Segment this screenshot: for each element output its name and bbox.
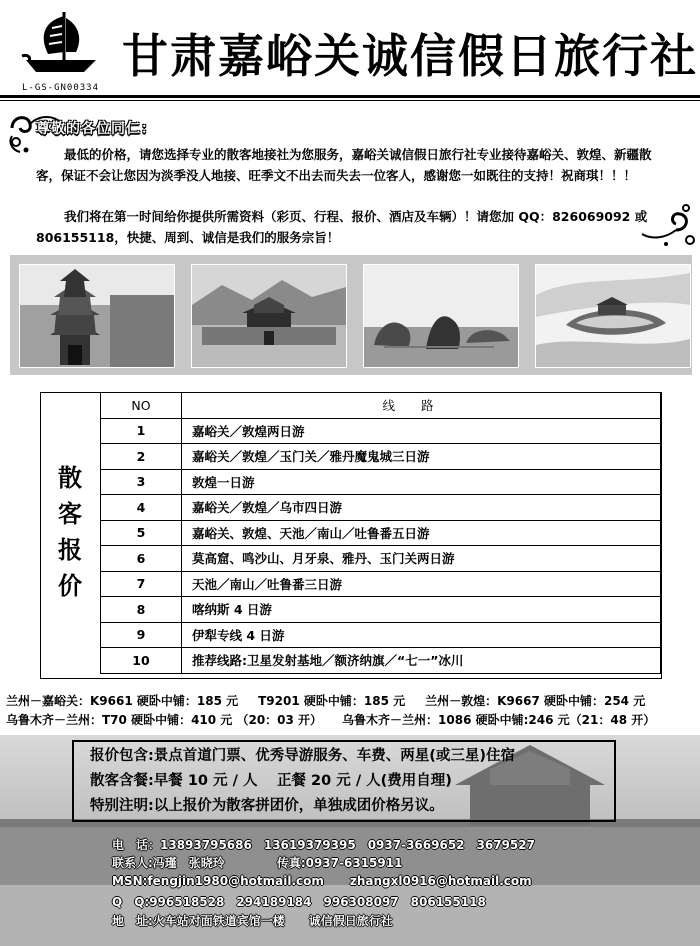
routes-table [100, 392, 661, 674]
column-header-route: 线路 [182, 393, 661, 419]
header-divider [0, 95, 700, 98]
route-no: 1 [101, 418, 182, 444]
side-title-char: 客 [58, 500, 82, 528]
table-row [101, 546, 661, 572]
photo-yardang-landforms [363, 264, 519, 368]
table-row [101, 418, 661, 444]
route-no: 4 [101, 495, 182, 521]
intro-paragraph-1: 最低的价格，请您选择专业的散客地接社为您服务，嘉峪关诚信假日旅行社专业接待嘉峪关、敦煌、新疆散客，保证不会让您因为淡季没人地接、旺季文不出去而失去一位客人，感谢您一如既往的支持！祝商琪！！！ [36, 147, 652, 183]
route-no: 8 [101, 597, 182, 623]
company-name: 甘肃嘉峪关诚信假日旅行社 [122, 29, 698, 83]
license-code: L-GS-GN00334 [22, 83, 100, 93]
contact-email: zhangxl0916@hotmail.com [349, 874, 532, 888]
table-row [101, 495, 661, 521]
junk-ship-logo [18, 8, 104, 82]
contact-person-line [112, 854, 402, 871]
route-no: 2 [101, 444, 182, 470]
contact-msn: MSN:fengjin1980@hotmail.com [112, 874, 324, 888]
route-name: 莫高窟、鸣沙山、月牙泉、雅丹、玉门关两日游 [182, 546, 661, 572]
side-title-char: 报 [58, 536, 82, 564]
table-header-row [101, 393, 661, 419]
train-price-line-1 [6, 692, 645, 709]
table-row [101, 469, 661, 495]
photo-pagoda-temple [19, 264, 175, 368]
table-row [101, 597, 661, 623]
train-item: 兰州－敦煌：K9667 硬卧中铺：254 元 [425, 694, 646, 708]
train-item: T9201 硬卧中铺：185 元 [258, 694, 406, 708]
route-name: 天池／南山／吐鲁番三日游 [182, 571, 661, 597]
route-name: 嘉峪关／敦煌／乌市四日游 [182, 495, 661, 521]
route-no: 9 [101, 622, 182, 648]
route-no: 10 [101, 648, 182, 674]
side-title-char: 散 [58, 464, 82, 492]
route-name: 喀纳斯 4 日游 [182, 597, 661, 623]
note-price-includes: 报价包含:景点首道门票、优秀导游服务、车费、两星(或三星)住宿 [90, 748, 516, 764]
greeting: 尊敬的各位同仁： [36, 121, 156, 137]
route-no: 3 [101, 469, 182, 495]
header-divider-thin [0, 100, 700, 101]
contact-phone: 电 话：13893795686 13619379395 0937-3669652 3679527 [112, 838, 535, 852]
train-item: 乌鲁木齐－兰州：1086 硬卧中铺:246 元（21：48 开） [342, 713, 656, 727]
photo-strip [10, 255, 692, 375]
column-header-no: NO [101, 393, 182, 419]
route-no: 7 [101, 571, 182, 597]
train-price-line-2 [6, 711, 655, 728]
route-name: 嘉峪关／敦煌两日游 [182, 418, 661, 444]
route-name: 伊犁专线 4 日游 [182, 622, 661, 648]
train-item: 乌鲁木齐－兰州：T70 硬卧中铺：410 元 （20：03 开） [6, 713, 323, 727]
contact-qq: Q Q:996518528 294189184 996308097 806155118 [112, 895, 486, 909]
swirl-ornament-right [636, 200, 696, 248]
table-row [101, 648, 661, 674]
table-row [101, 622, 661, 648]
photo-crescent-lake [535, 264, 691, 368]
price-side-title [48, 460, 92, 604]
contact-person: 联系人:冯瑾 张晓玲 [112, 856, 225, 870]
table-row [101, 444, 661, 470]
table-row [101, 520, 661, 546]
route-name: 嘉峪关／敦煌／玉门关／雅丹魔鬼城三日游 [182, 444, 661, 470]
route-name: 嘉峪关、敦煌、天池／南山／吐鲁番五日游 [182, 520, 661, 546]
route-no: 5 [101, 520, 182, 546]
intro-paragraph-2: 我们将在第一时间给你提供所需资料（彩页、行程、报价、酒店及车辆）！请您加 QQ：826069092 或 806155118，快捷、周到、诚信是我们的服务宗旨！ [36, 209, 648, 245]
photo-jiayuguan-fort [191, 264, 347, 368]
note-special: 特别注明:以上报价为散客拼团价，单独成团价格另议。 [90, 798, 444, 814]
table-row [101, 571, 661, 597]
train-item: 兰州－嘉峪关：K9661 硬卧中铺：185 元 [6, 694, 239, 708]
contact-msn-line [112, 874, 532, 888]
note-meals: 散客含餐:早餐 10 元 / 人 正餐 20 元 / 人(费用自理) [90, 773, 452, 789]
side-title-char: 价 [58, 572, 82, 600]
route-no: 6 [101, 546, 182, 572]
route-name: 推荐线路:卫星发射基地／额济纳旗／“七一”冰川 [182, 648, 661, 674]
contact-address: 地 址:火车站对面铁道宾馆一楼 诚信假日旅行社 [112, 914, 393, 928]
route-name: 敦煌一日游 [182, 469, 661, 495]
contact-fax: 传真:0937-6315911 [276, 856, 403, 870]
